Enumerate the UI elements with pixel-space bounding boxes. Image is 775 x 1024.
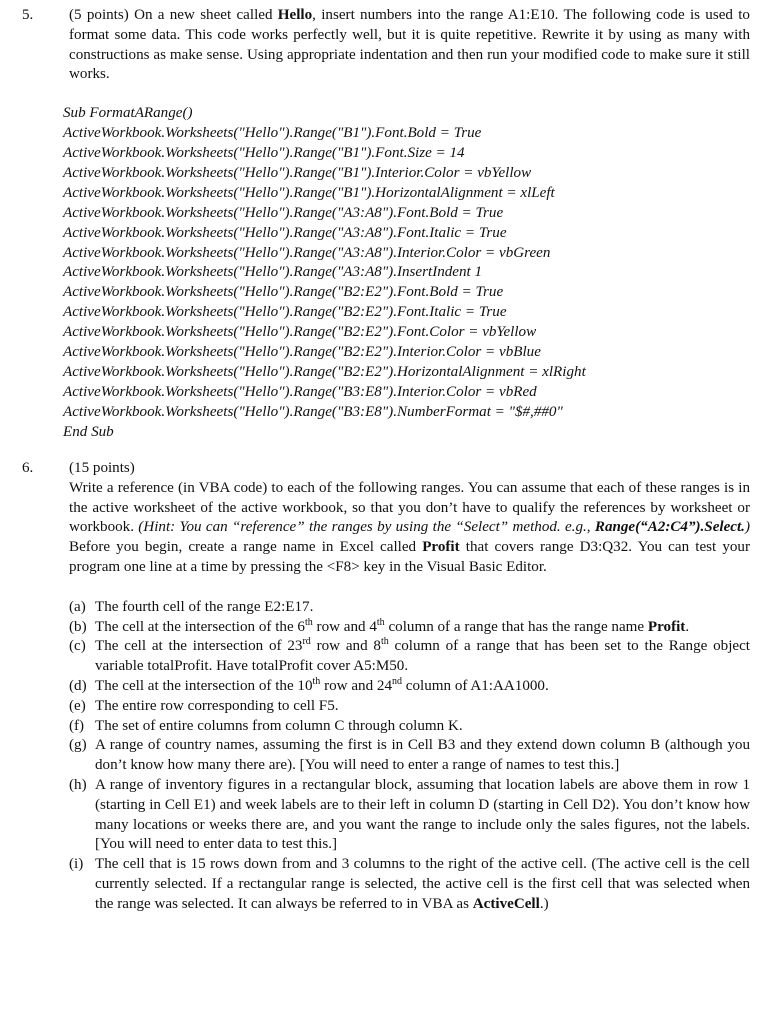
code-line: ActiveWorkbook.Worksheets("Hello").Range("A3:A8").InsertIndent 1 bbox=[63, 264, 483, 281]
code-line: ActiveWorkbook.Worksheets("Hello").Range("A3:A8").Font.Bold = True bbox=[63, 204, 504, 221]
question-5 bbox=[22, 6, 750, 443]
item-label: (f) bbox=[69, 717, 85, 734]
code-line: ActiveWorkbook.Worksheets("Hello").Range("B1").Font.Size = 14 bbox=[63, 145, 465, 161]
code-line: ActiveWorkbook.Worksheets("Hello").Range("B1").HorizontalAlignment = xlLeft bbox=[63, 184, 555, 201]
range-name: Profit bbox=[422, 539, 460, 556]
question-number: 6. bbox=[22, 460, 34, 476]
vba-code-block bbox=[63, 104, 750, 442]
code-line: Sub FormatARange() bbox=[63, 105, 193, 122]
item-label: (g) bbox=[69, 737, 87, 754]
sub-question-e: (e) The entire row corresponding to cell F5. bbox=[69, 697, 750, 717]
item-label: (c) bbox=[69, 638, 86, 655]
sub-question-d: (d) The cell at the intersection of the 10th row and 24nd column of A1:AA1000. bbox=[69, 677, 750, 697]
item-label: (i) bbox=[69, 856, 84, 873]
points-label: (5 points) bbox=[69, 7, 129, 23]
sub-question-c: (c) The cell at the intersection of 23rd row and 8th column of a range that has been set to the Range object variable totalProfit. Have totalProfit cover A5:M50. bbox=[69, 637, 750, 677]
code-line: ActiveWorkbook.Worksheets("Hello").Range("B2:E2").Font.Bold = True bbox=[63, 284, 504, 301]
code-line: ActiveWorkbook.Worksheets("Hello").Range("B1").Interior.Color = vbYellow bbox=[63, 164, 532, 181]
question-6 bbox=[22, 459, 750, 915]
code-line: ActiveWorkbook.Worksheets("Hello").Range("B2:E2").Font.Color = vbYellow bbox=[63, 324, 537, 341]
sub-question-h: (h) A range of inventory figures in a rectangular block, assuming that location labels are above them in row 1 (starting in Cell E1) and week labels are to their left in column D (starting in Cell D2). You don’t know how many locations or weeks there are, and you want the range to include only the sales figures, not the labels. [You will need to enter data to test this.] bbox=[69, 776, 750, 855]
code-line: ActiveWorkbook.Worksheets("Hello").Range("B1").Font.Bold = True bbox=[63, 125, 482, 142]
hint-code: Range(“A2:C4”).Select. bbox=[594, 519, 745, 536]
code-line: ActiveWorkbook.Worksheets("Hello").Range("A3:A8").Interior.Color = vbGreen bbox=[63, 244, 551, 261]
question-6-prompt: Write a reference (in VBA code) to each of the following ranges. You can assume that each of these ranges is in the active worksheet of the active workbook, so that you don’t have to qualify the references by worksheet or workbook. (Hint: You can “reference” the ranges by using the “Select” method. e.g., Range(“A2:C4”).Select.) Before you begin, create a range name in Excel called Profit that covers range D3:Q32. You can test your program one line at a time by pressing the <F8> key in the Visual Basic Editor. bbox=[69, 479, 750, 575]
hint: (Hint: You can “reference” the ranges by using the “Select” method. e.g., Range(“A2:C4”).Select.) bbox=[138, 519, 750, 536]
sub-question-b: (b) The cell at the intersection of the 6th row and 4th column of a range that has the range name Profit. bbox=[69, 618, 750, 638]
sheet-name: Hello bbox=[277, 7, 313, 23]
code-line: End Sub bbox=[63, 423, 114, 440]
item-label: (d) bbox=[69, 677, 87, 694]
code-line: ActiveWorkbook.Worksheets("Hello").Range("B3:E8").NumberFormat = "$#,##0" bbox=[63, 403, 563, 420]
sub-question-f: (f) The set of entire columns from column C through column K. bbox=[69, 717, 750, 737]
code-line: ActiveWorkbook.Worksheets("Hello").Range("A3:A8").Font.Italic = True bbox=[63, 224, 507, 241]
sub-question-g: (g) A range of country names, assuming the first is in Cell B3 and they extend down column B (although you don’t know how many there are). [You will need to enter a range of names to test this.] bbox=[69, 736, 750, 776]
code-line: ActiveWorkbook.Worksheets("Hello").Range("B2:E2").Font.Italic = True bbox=[63, 304, 507, 321]
sub-question-i: (i) The cell that is 15 rows down from and 3 columns to the right of the active cell. (The active cell is the cell currently selected. If a rectangular range is selected, the active cell is the first cell that was selected when the range was selected. It can always be referred to in VBA as ActiveCell.) bbox=[69, 855, 750, 914]
code-line: ActiveWorkbook.Worksheets("Hello").Range("B2:E2").HorizontalAlignment = xlRight bbox=[63, 363, 586, 380]
sub-question-a: (a) The fourth cell of the range E2:E17. bbox=[69, 598, 750, 618]
sub-question-list bbox=[69, 598, 750, 915]
item-label: (e) bbox=[69, 697, 86, 714]
item-label: (a) bbox=[69, 598, 86, 615]
code-line: ActiveWorkbook.Worksheets("Hello").Range("B2:E2").Interior.Color = vbBlue bbox=[63, 344, 541, 361]
question-5-prompt: (5 points) On a new sheet called Hello, insert numbers into the range A1:E10. The following code is used to format some data. This code works perfectly well, but it is quite repetitive. Rewrite it by using as many with constructions as make sense. Using appropriate indentation and then run your modified code to make sure it still works. bbox=[69, 7, 750, 83]
points-label: (15 points) bbox=[69, 460, 135, 476]
code-line: ActiveWorkbook.Worksheets("Hello").Range("B3:E8").Interior.Color = vbRed bbox=[63, 383, 537, 400]
item-label: (b) bbox=[69, 618, 87, 635]
question-number: 5. bbox=[22, 7, 34, 23]
item-label: (h) bbox=[69, 776, 87, 793]
